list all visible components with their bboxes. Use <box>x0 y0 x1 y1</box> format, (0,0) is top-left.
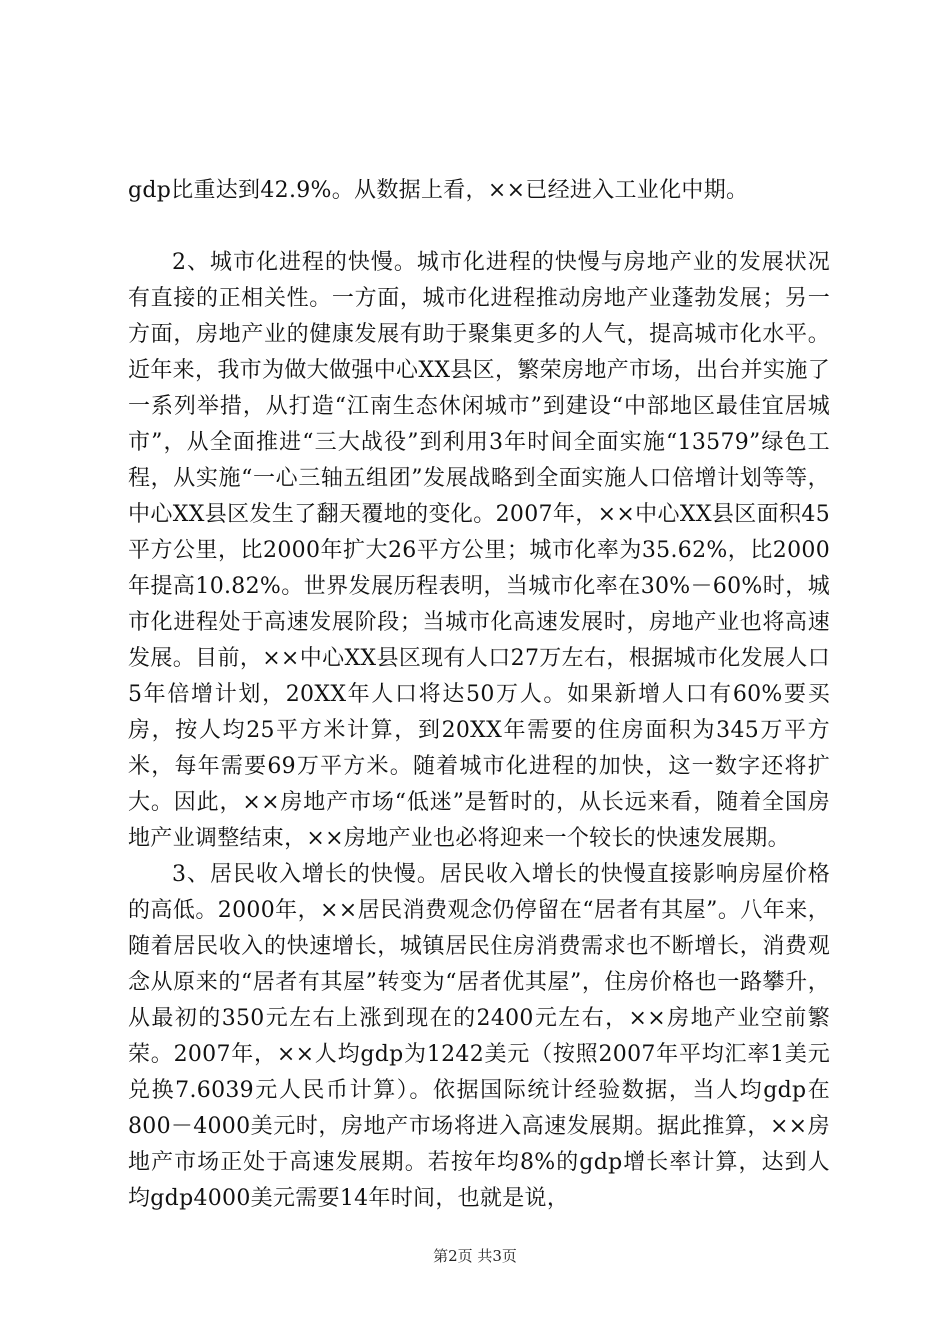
page-footer: 第2页 共3页 <box>433 1247 517 1265</box>
paragraph-income-growth: 3、居民收入增长的快慢。居民收入增长的快慢直接影响房屋价格的高低。2000年，××居民消费观念仍停留在“居者有其屋”。八年来，随着居民收入的快速增长，城镇居民住房消费需求也不断增长，消费观念从原来的“居者有其屋”转变为“居者优其屋”，住房价格也一路攀升，从最初的350元左右上涨到现在的2400元左右，××房地产业空前繁荣。2007年，××人均gdp为1242美元（按照2007年平均汇率1美元兑换7.6039元人民币计算）。依据国际统计经验数据，当人均gdp在800－4000美元时，房地产市场将进入高速发展期。据此推算，××房地产市场正处于高速发展期。若按年均8%的gdp增长率计算，达到人均gdp4000美元需要14年时间，也就是说， <box>128 862 830 1211</box>
document-body <box>128 173 830 1217</box>
paragraph-continuation: gdp比重达到42.9%。从数据上看，××已经进入工业化中期。 <box>128 178 749 203</box>
paragraph-urbanization: 2、城市化进程的快慢。城市化进程的快慢与房地产业的发展状况有直接的正相关性。一方面，城市化进程推动房地产业蓬勃发展；另一方面，房地产业的健康发展有助于聚集更多的人气，提高城市化水平。近年来，我市为做大做强中心XX县区，繁荣房地产市场，出台并实施了一系列举措，从打造“江南生态休闲城市”到建设“中部地区最佳宜居城市”，从全面推进“三大战役”到利用3年时间全面实施“13579”绿色工程，从实施“一心三轴五组团”发展战略到全面实施人口倍增计划等等，中心XX县区发生了翻天覆地的变化。2007年，××中心XX县区面积45平方公里，比2000年扩大26平方公里；城市化率为35.62%，比2000年提高10.82%。世界发展历程表明，当城市化率在30%－60%时，城市化进程处于高速发展阶段；当城市化高速发展时，房地产业也将高速发展。目前，××中心XX县区现有人口27万左右，根据城市化发展人口5年倍增计划，20XX年人口将达50万人。如果新增人口有60%要买房，按人均25平方米计算，到20XX年需要的住房面积为345万平方米，每年需要69万平方米。随着城市化进程的加快，这一数字还将扩大。因此，××房地产市场“低迷”是暂时的，从长远来看，随着全国房地产业调整结束，××房地产业也必将迎来一个较长的快速发展期。 <box>128 250 830 851</box>
